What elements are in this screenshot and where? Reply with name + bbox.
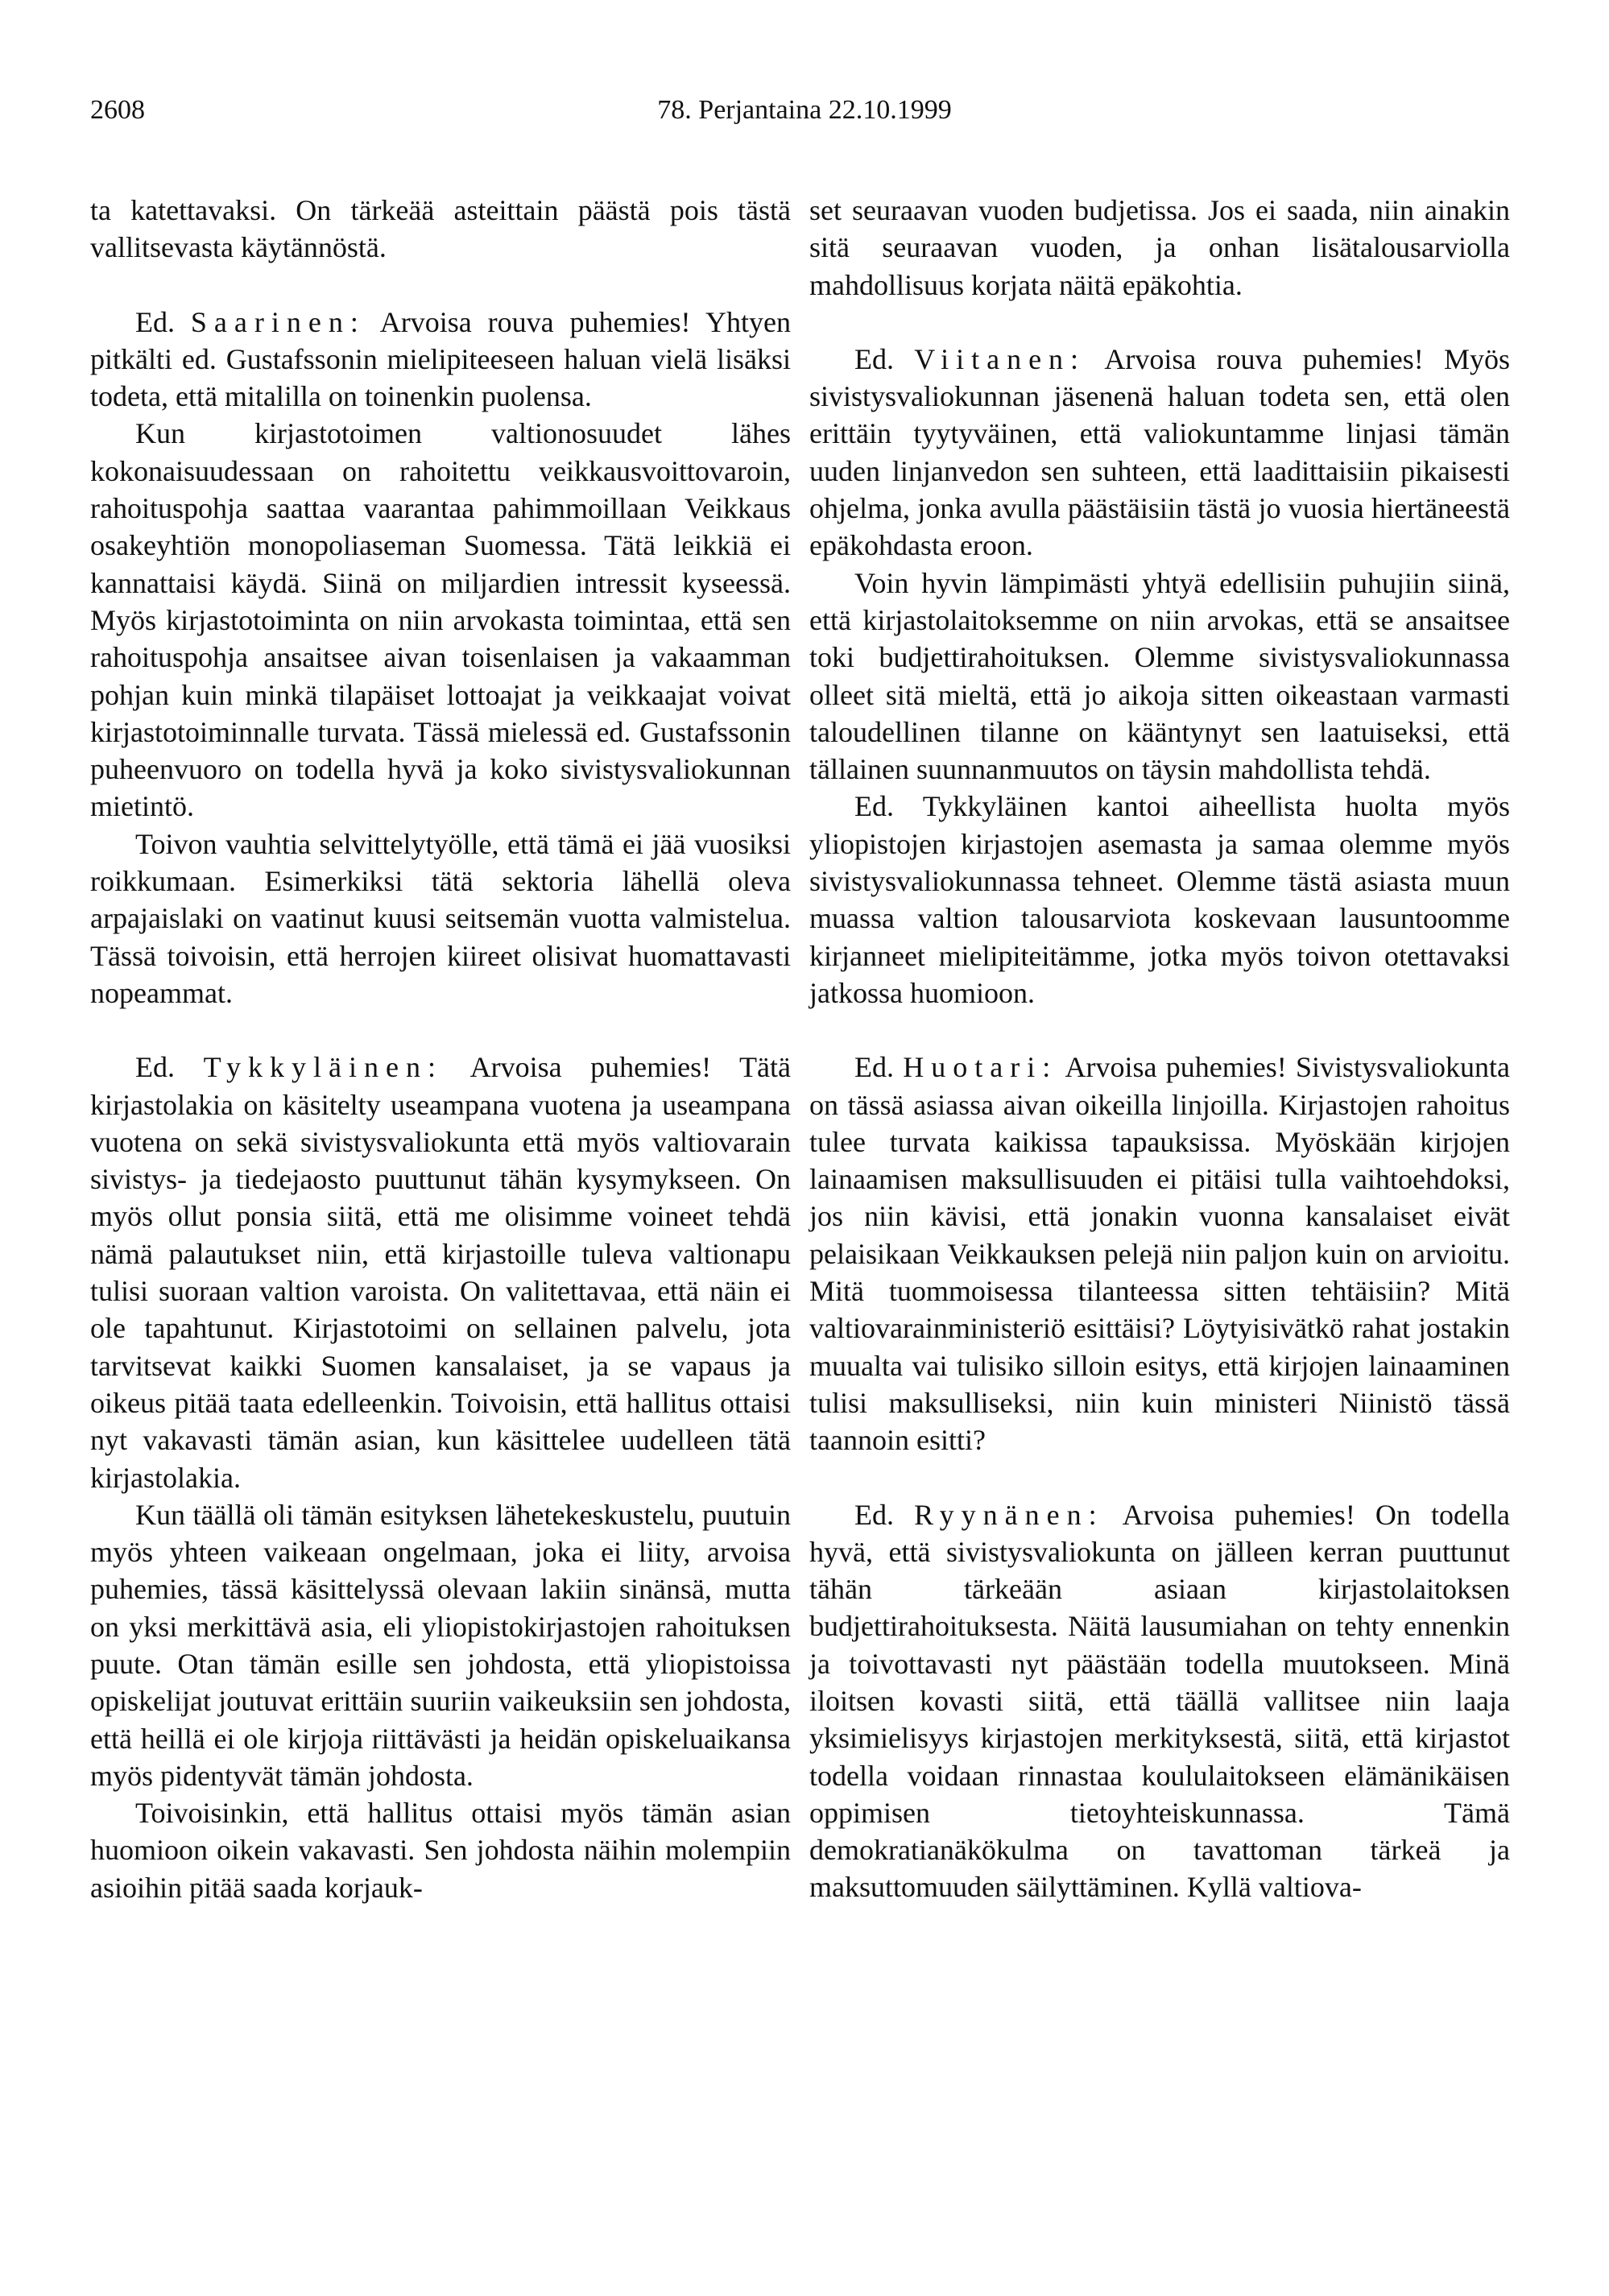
right-column: [809, 192, 1510, 1906]
speaker-title: Ed.: [854, 342, 894, 375]
speech-text: Arvoisa rouva puhemies! Myös sivistysvaliokunnan jäsenenä haluan todeta sen, että olen erittäin tyytyväinen, että valiokuntamme linjasi tämän uuden linjanvedon sen suhteen, että laadittaisiin pikaisesti ohjelma, jonka avulla päästäisiin tästä jo vuosia hiertäneestä epäkohdasta eroon.: [809, 342, 1510, 562]
speech-text: Arvoisa puhemies! On todella hyvä, että sivistysvaliokunta on jälleen kerran puuttunut tähän tärkeään asiaan kirjastolaitoksen budjettirahoituksesta. Näitä lausumiahan on tehty ennenkin ja toivottavasti nyt päästään todella muutokseen. Minä iloitsen kovasti siitä, että täällä vallitsee niin laaja yksimielisyys kirjastojen merkityksestä, siitä, että kirjastot todella voidaan rinnastaa koululaitokseen elämänikäisen oppimisen tietoyhteiskunnassa. Tämä demokratianäkökulma on tavattoman tärkeä ja maksuttomuuden säilyttäminen. Kyllä valtiova-: [809, 1498, 1510, 1904]
speech-text: Arvoisa puhemies! Tätä kirjastolakia on käsitelty useampana vuotena ja useampana vuotena on sekä sivistysvaliokunta että myös valtiovarain sivistys- ja tiedejaosto puuttunut tähän kysymykseen. On myös ollut ponsia siitä, että me olisimme voineet tehdä nämä palautukset niin, että kirjastoille tuleva valtionapu tulisi suoraan valtion varoista. On valitettavaa, että näin ei ole tapahtunut. Kirjastotoimi on sellainen palvelu, jota tarvitsevat kaikki Suomen kansalaiset, ja se vapaus ja oikeus pitää taata edelleenkin. Toivoisin, että hallitus ottaisi nyt vakavasti tämän asian, kun käsittelee uudelleen tätä kirjastolakia.: [90, 1051, 792, 1494]
paragraph: Toivoisinkin, että hallitus ottaisi myös tämän asian huomioon oikein vakavasti. Sen johdosta näihin molempiin asioihin pitää saada korjauk-: [90, 1797, 791, 1904]
speaker-title: Ed.: [135, 305, 175, 338]
page-number: 2608: [90, 95, 145, 125]
session-title: 78. Perjantaina 22.10.1999: [657, 95, 952, 125]
speaker-title: Ed.: [135, 1051, 175, 1084]
speech-paragraph: [809, 1496, 1510, 1906]
speech-text: Arvoisa rouva puhemies! Yhtyen pitkälti ed. Gustafssonin mielipiteeseen haluan vielä lisäksi todeta, että mitalilla on toinenkin puolensa.: [90, 305, 792, 413]
paragraph: Kun kirjastotoimen valtionosuudet lähes kokonaisuudessaan on rahoitettu veikkausvoittovaroin, rahoituspohja saattaa vaarantaa pahimmoillaan Veikkaus osakeyhtiön monopoliaseman Suomessa. Tätä leikkiä ei kannattaisi käydä. Siinä on miljardien intressit kyseessä. Myös kirjastotoiminta on niin arvokasta toimintaa, että sen rahoituspohja ansaitsee aivan toisenlaisen ja vakaamman pohjan kuin minkä tilapäiset lottoajat ja veikkaajat voivat kirjastotoiminnalle turvata. Tässä mielessä ed. Gustafssonin puheenvuoro on todella hyvä ja koko sivistysvaliokunnan mietintö.: [90, 417, 791, 823]
paragraph: Voin hyvin lämpimästi yhtyä edellisiin puhujiin siinä, että kirjastolaitoksemme on niin arvokas, että se ansaitsee toki budjettirahoituksen. Olemme sivistysvaliokunnassa olleet sitä mieltä, että jo aikoja sitten oikeastaan varmasti taloudellinen tilanne on kääntynyt sen laatuiseksi, että tällainen suunnanmuutos on täysin mahdollista tehdä.: [809, 566, 1510, 786]
speech-text: Arvoisa puhemies! Sivistysvaliokunta on tässä asiassa aivan oikeilla linjoilla. Kirjastojen rahoitus tulee turvata kaikissa tapauksissa. Myöskään kirjojen lainaamisen maksullisuuden ei pitäisi tulla vaihtoehdoksi, jos niin kävisi, että jonakin vuonna kansalaiset eivät pelaisikaan Veikkauksen pelejä niin paljon kuin on arvioitu. Mitä tuommoisessa tilanteessa sitten tehtäisiin? Mitä valtiovarainministeriö esittäisi? Löytyisivätkö rahat jostakin muualta vai tulisiko silloin esitys, että kirjojen lainaaminen tulisi maksulliseksi, niin kuin ministeri Niinistö tässä taannoin esitti?: [809, 1051, 1510, 1457]
speaker-title: Ed.: [854, 1051, 894, 1084]
speech-paragraph: [90, 1049, 791, 1496]
page-header: [90, 95, 1519, 143]
paragraph: Kun täällä oli tämän esityksen lähetekeskustelu, puutuin myös yhteen vaikeaan ongelmaan, joka ei liity, arvoisa puhemies, tässä käsittelyssä olevaan lakiin sinänsä, mutta on yksi merkittävä asia, eli yliopistokirjastojen rahoituksen puute. Otan tämän esille sen johdosta, että yliopistoissa opiskelijat joutuvat erittäin suuriin vaikeuksiin sen johdosta, että heillä ei ole kirjoja riittävästi ja heidän opiskeluaikansa myös pidentyvät tämän johdosta.: [90, 1498, 791, 1792]
speaker-title: Ed.: [854, 1498, 894, 1531]
speech-paragraph: [90, 304, 791, 416]
speech-paragraph: [809, 1049, 1510, 1458]
speaker-name: Viitanen:: [914, 342, 1086, 375]
speaker-name: Saarinen:: [190, 305, 366, 338]
paragraph: Toivon vauhtia selvittelytyölle, että tämä ei jää vuosiksi roikkumaan. Esimerkiksi tätä sektoria lähellä oleva arpajaislaki on vaatinut kuusi seitsemän vuotta valmistelua. Tässä toivoisin, että herrojen kiireet olisivat huomattavasti nopeammat.: [90, 827, 791, 1009]
continued-paragraph: ta katettavaksi. On tärkeää asteittain päästä pois tästä vallitsevasta käytännöstä.: [90, 194, 791, 264]
speaker-name: Ryynänen:: [914, 1498, 1104, 1531]
speaker-name: Huotari:: [903, 1051, 1058, 1084]
speaker-name: Tykkyläinen:: [203, 1051, 444, 1084]
paragraph: Ed. Tykkyläinen kantoi aiheellista huolta myös yliopistojen kirjastojen asemasta ja samaa olemme myös sivistysvaliokunnassa tehneet. Olemme tästä asiasta muun muassa valtion talousarviota koskevaan lausuntoomme kirjanneet mielipiteitämme, jotka myös toivon otettavaksi jatkossa huomioon.: [809, 790, 1510, 1009]
speech-paragraph: [809, 341, 1510, 565]
left-column: [90, 192, 791, 1906]
continued-paragraph: set seuraavan vuoden budjetissa. Jos ei saada, niin ainakin sitä seuraavan vuoden, ja onhan lisätalousarviolla mahdollisuus korjata näitä epäkohtia.: [809, 194, 1510, 301]
